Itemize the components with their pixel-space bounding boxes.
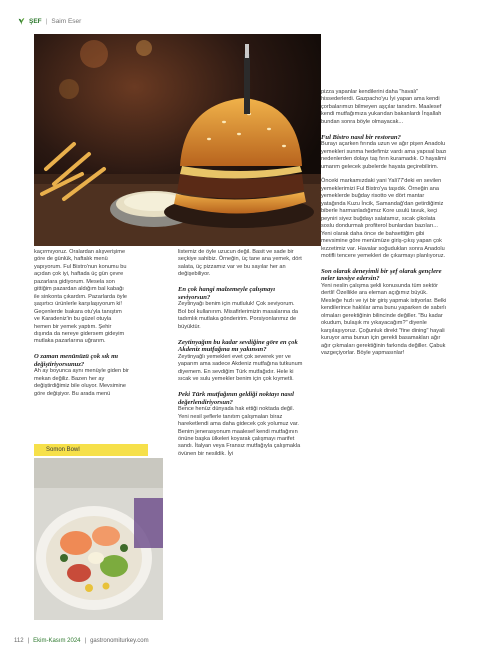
footer-divider: |: [84, 638, 87, 644]
paragraph: Önceki markamızdaki yani Yali77'deki en sevilen yemeklerimizi Ful Bistro'ya taşıdık. Örneğin ana yemeklerde buğday risotto ve dört mantar yatağında Kuzu İncik, Samandağ'dan getirdiğimiz biberle harmanladığımız Kore usulü tavuk, keçi peyniri siyez buğdayı salatamız, sıcak çikolata soslu dondurmalı profiterol bunlardan bazıları... Yeni olarak daha önce de bahsettiğim gibi mevsimine göre menümüze giriş-çıkış yapan çok lezzetimiz var. Havalar soğudukları sonra Anadolu motifli tencere yemekleri de çıkarmayı planlıyoruz.: [321, 178, 446, 259]
interview-question: O zaman menünüzü çok sık mı değiştiriyorsunuz?: [34, 353, 119, 368]
paragraph: Zeytinyağı benim için mutluluk! Çok seviyorum. Bol bol kullanırım. Misafirlerimizin masalarına da tadımlık mutlaka gönderirim. Porsiyonlarımız de büyüktür.: [178, 301, 298, 330]
paragraph: listemiz de öyle uzucun değil. Basit ve sade bir seçkiye sahibiz. Örneğin, üç tane ana yemek, dört salata, üç pizzamız var ve bu sayılar her an değişebiliyor.: [178, 249, 302, 278]
salmon-bowl-photo: [34, 458, 163, 620]
image-caption-bar: Somon Bowl: [34, 444, 148, 456]
hero-burger-photo: [34, 34, 321, 246]
interview-question: Peki Türk mutfağının geldiği noktayı nasıl değerlendiriyorsun?: [178, 390, 294, 406]
paragraph: Yeni neslin çalışma şekli konusunda tüm sektör dertli! Özellikle ara eleman açığımız büyük. Mesleğe hızlı ve iyi bir giriş yapmak istiyorlar. Belki kendilerince haklılar ama bunu yaparken de sabırlı olmaları gerektiğinin bilincinde değiller. "Bu kadar okudum, bulaşık mı yıkayacağım?" diyenle karşılaşıyoruz. Çoğunluk direkt "fine dining" hayali kuruyor ama bunun için gerekli basamakları ağır ağır çıkmaları gerektiğinin farkında değiller. Çabuk vazgeçiyorlar. Böyle yapmasınlar!: [321, 283, 447, 357]
issue-date: Ekim-Kasım 2024: [33, 638, 81, 644]
interview-question: Ful Bistro nasıl bir restoran?: [321, 133, 401, 141]
interview-question: En çok hangi malzemeyle çalışmayı seviyorsun?: [178, 286, 276, 301]
website-url: gastronomiturkey.com: [90, 638, 149, 644]
paragraph: kaçırmıyoruz. Oralardan alışverişime göre de günlük, haftalık menü yapıyorum. Ful Bistro'nun konumu bu açıdan çok iyi, haftada üç gün çevre pazarlara gidiyorum. Mesela son gittiğim pazardan aldığım bal kabağı ile sinkonta çıkardım. Pazarlarda öyle şaşırtıcı ürünlerle karşılaşıyorum ki! Geçenlerde Isakara otu'yla tanıştım ve Karadeniz'in bu güzel otuyla hemen bir yemek yaptım. Şehir dışında da nereye gidersem gideyim mutlaka pazarlarına uğrarım.: [34, 249, 127, 345]
section-brand: ŞEF: [29, 17, 42, 25]
author-name: Saim Eser: [51, 17, 82, 25]
text-column-1: [34, 249, 129, 406]
paragraph: pizza yapanlar kendilerini daha "havalı" hissederlerdi. Gazpacho'yu İyi yapan ama kendi çorbalarımızı bilmeyen aşçılar tanıdım. Maalesef kendi mutfağımıza yukarıdan bakanlardı İnşallah bundan sonra böyle olmayacak...: [321, 89, 442, 125]
page-number: 112: [14, 638, 24, 644]
interview-question: Zeytinyağım bu kadar sevdiğine göre en çok Akdeniz mutfağına mı yakınsın?: [178, 338, 298, 354]
header-divider: |: [45, 17, 48, 25]
footer-divider: |: [27, 638, 30, 644]
interview-question: Son olarak deneyimli bir şef olarak gençlere neler tavsiye edersin?: [321, 267, 442, 283]
page-header: [18, 14, 81, 28]
text-column-2: [178, 249, 304, 466]
page-footer: [14, 638, 149, 644]
text-column-3: [321, 89, 447, 365]
paragraph: Burayı açarken fırında uzun ve ağır pişen Anadolu yemekleri sunma hedefimiz vardı ama yapısal bazı nedenlerden dolayı taş fırın kuramadık. O hayalimi umarım gelecek şubelerde hayata geçirebilirim.: [321, 141, 447, 170]
paragraph: Ah ay boyunca aynı menüyle giden bir mekan değiliz. Bazen her ay değiştirdiğimiz bile oluyor. Mevsimine göre değişiyor. Bu arada menü: [34, 368, 129, 397]
paragraph: Bence henüz dünyada hak ettiği noktada değil. Yeni nesil şeflerle tanıtım çalışmaları biraz hareketlendi ama daha gidecek çok yolumuz var. Benim jenerasyonum maalesef kendi mutfağının önüne başka ülkeleri koyarak çalışmayı marifet sandı. İtalyan veya Fransız mutfağıyla çalışmakla övünen bir nesildik. İyi: [178, 406, 301, 457]
paragraph: Zeytinyağlı yemekleri evet çok severek yer ve yaparım ama sadece Akdeniz mutfağına tutkunum diyemem. En sevdiğim Türk mutfağıdır. Hele ki sıcak ve sulu yemekler benim için çok kıymetli.: [178, 353, 303, 383]
leaf-icon: [18, 17, 25, 26]
